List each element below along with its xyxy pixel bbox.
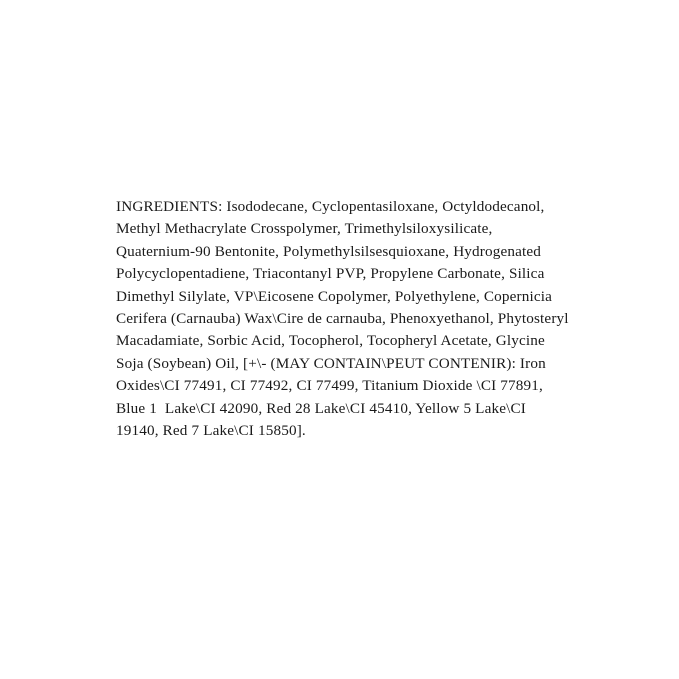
ingredients-paragraph: INGREDIENTS: Isododecane, Cyclopentasiloxane, Octyldodecanol, Methyl Methacrylate Crosspolymer, Trimethylsiloxysilicate, Quaternium-90 Bentonite, Polymethylsilsesquioxane, Hydrogenated Polycyclopentadiene, Triacontanyl PVP, Propylene Carbonate, Silica Dimethyl Silylate, VP\Eicosene Copolymer, Polyethylene, Copernicia Cerifera (Carnauba) Wax\Cire de carnauba, Phenoxyethanol, Phytosteryl Macadamiate, Sorbic Acid, Tocopherol, Tocopheryl Acetate, Glycine Soja (Soybean) Oil, [+\- (MAY CONTAIN\PEUT CONTENIR): Iron Oxides\CI 77491, CI 77492, CI 77499, Titanium Dioxide \CI 77891, Blue 1 Lake\CI 42090, Red 28 Lake\CI 45410, Yellow 5 Lake\CI 19140, Red 7 Lake\CI 15850].	[116, 198, 573, 440]
ingredients-block	[116, 196, 572, 442]
